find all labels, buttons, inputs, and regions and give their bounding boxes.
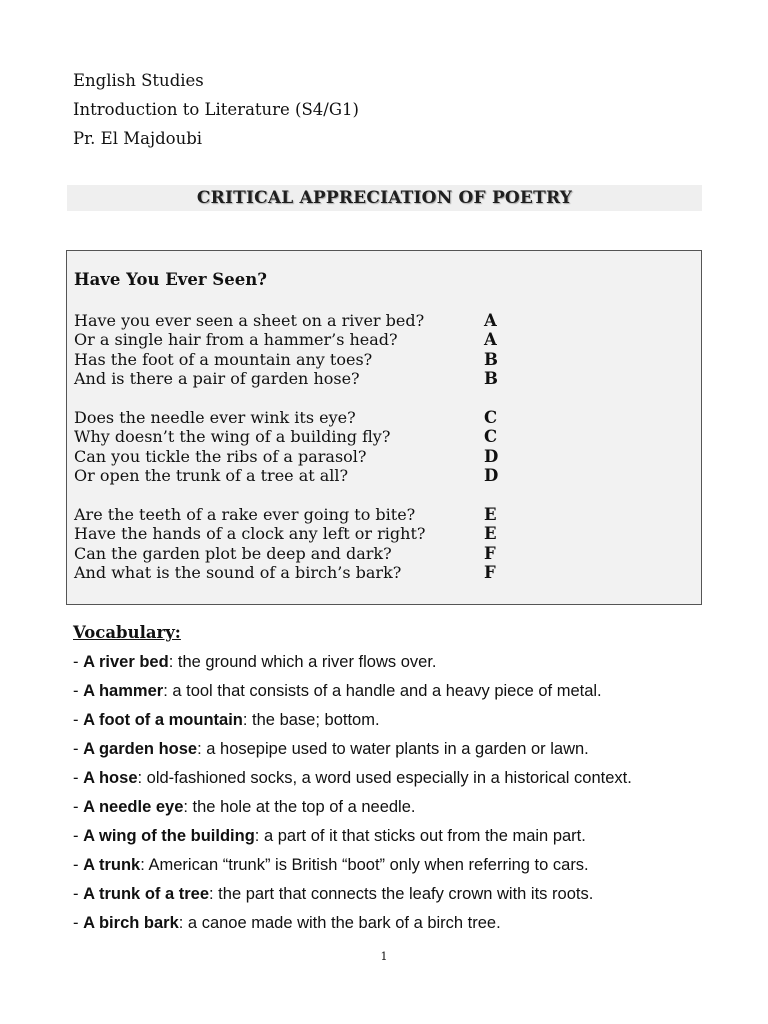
rhyme-letter: A (484, 330, 497, 350)
rhyme-letter: C (484, 408, 498, 427)
vocabulary-definition: : a canoe made with the bark of a birch tree. (178, 914, 501, 932)
poem-line (74, 311, 514, 330)
course-professor: Pr. El Majdoubi (73, 129, 203, 148)
vocabulary-term: A trunk of a tree (83, 885, 210, 903)
course-department: English Studies (73, 71, 204, 90)
vocabulary-item (73, 911, 733, 940)
poem-line-text: Are the teeth of a rake ever going to bite? (74, 505, 416, 524)
poem-line (74, 466, 514, 485)
vocabulary-item-bullet: - (73, 711, 84, 729)
rhyme-letter: B (484, 369, 498, 389)
poem-stanza-3 (74, 505, 514, 583)
vocabulary-term: A trunk (83, 856, 141, 874)
poem-line-text: Have the hands of a clock any left or right? (74, 524, 426, 544)
vocabulary-definition: : American “trunk” is British “boot” only when referring to cars. (140, 856, 589, 874)
vocabulary-definition: : a hosepipe used to water plants in a garden or lawn. (197, 740, 589, 758)
vocabulary-item (73, 737, 733, 766)
vocabulary-item-bullet: - (73, 769, 84, 787)
page-number: 1 (380, 950, 388, 963)
vocabulary-item-bullet: - (73, 856, 84, 874)
vocabulary-term: A river bed (83, 653, 169, 671)
vocabulary-term: A needle eye (83, 798, 184, 816)
vocabulary-heading: Vocabulary: (73, 623, 181, 642)
vocabulary-definition: : the part that connects the leafy crown with its roots. (209, 885, 594, 903)
vocabulary-list (73, 650, 733, 940)
rhyme-letter: A (484, 311, 497, 330)
poem-line (74, 330, 514, 349)
vocabulary-definition: : the ground which a river flows over. (168, 653, 437, 671)
rhyme-letter: E (484, 505, 497, 524)
vocabulary-item-bullet: - (73, 682, 84, 700)
title-band (67, 185, 702, 211)
vocabulary-definition: : a part of it that sticks out from the main part. (254, 827, 586, 845)
poem-stanza-2 (74, 408, 514, 486)
document-header (73, 66, 359, 153)
vocabulary-term: A foot of a mountain (83, 711, 243, 729)
rhyme-letter: D (484, 446, 499, 466)
vocabulary-definition: : the base; bottom. (242, 711, 380, 729)
vocabulary-item (73, 679, 733, 708)
vocabulary-term: A birch bark (83, 914, 179, 932)
vocabulary-item-bullet: - (73, 827, 84, 845)
poem-line-text: Can you tickle the ribs of a parasol? (74, 446, 367, 466)
vocabulary-item (73, 650, 733, 679)
poem-line (74, 369, 514, 388)
rhyme-letter: F (484, 543, 496, 563)
poem-line-text: Has the foot of a mountain any toes? (74, 349, 373, 369)
vocabulary-definition: : the hole at the top of a needle. (183, 798, 416, 816)
poem-line (74, 427, 514, 446)
poem-line-text: Why doesn’t the wing of a building fly? (74, 427, 391, 447)
vocabulary-item (73, 708, 733, 737)
poem-line-text: And is there a pair of garden hose? (74, 369, 360, 389)
rhyme-letter: D (484, 466, 499, 486)
vocabulary-definition: : old-fashioned socks, a word used especially in a historical context. (137, 769, 632, 787)
poem-line (74, 505, 514, 524)
vocabulary-item-bullet: - (73, 740, 84, 758)
vocabulary-item (73, 882, 733, 911)
poem-stanza-1 (74, 311, 514, 389)
vocabulary-item (73, 795, 733, 824)
vocabulary-term: A hammer (83, 682, 164, 700)
poem-line (74, 408, 514, 427)
vocabulary-term: A wing of the building (83, 827, 255, 845)
poem-line-text: And what is the sound of a birch’s bark? (74, 563, 402, 583)
vocabulary-item (73, 766, 733, 795)
vocabulary-item-bullet: - (73, 798, 84, 816)
poem-box (66, 250, 702, 605)
rhyme-letter: B (484, 349, 498, 369)
vocabulary-item-bullet: - (73, 653, 84, 671)
poem-line-text: Or a single hair from a hammer’s head? (74, 330, 398, 350)
poem-line-text: Have you ever seen a sheet on a river bed? (74, 311, 425, 330)
vocabulary-term: A hose (83, 769, 138, 787)
poem-line-text: Can the garden plot be deep and dark? (74, 543, 392, 563)
poem-line (74, 350, 514, 369)
vocabulary-item-bullet: - (73, 914, 84, 932)
rhyme-letter: C (484, 427, 498, 447)
poem-title: Have You Ever Seen? (74, 270, 267, 289)
page-title: CRITICAL APPRECIATION OF POETRY (196, 188, 573, 208)
poem-line (74, 524, 514, 543)
vocabulary-item (73, 824, 733, 853)
poem-line (74, 563, 514, 582)
course-title: Introduction to Literature (S4/G1) (73, 100, 359, 119)
poem-line-text: Does the needle ever wink its eye? (74, 408, 356, 427)
vocabulary-item-bullet: - (73, 885, 84, 903)
vocabulary-item (73, 853, 733, 882)
poem-line (74, 544, 514, 563)
vocabulary-term: A garden hose (83, 740, 198, 758)
vocabulary-definition: : a tool that consists of a handle and a heavy piece of metal. (163, 682, 602, 700)
rhyme-letter: E (484, 524, 497, 544)
rhyme-letter: F (484, 563, 496, 583)
poem-line-text: Or open the trunk of a tree at all? (74, 466, 349, 486)
poem-line (74, 447, 514, 466)
